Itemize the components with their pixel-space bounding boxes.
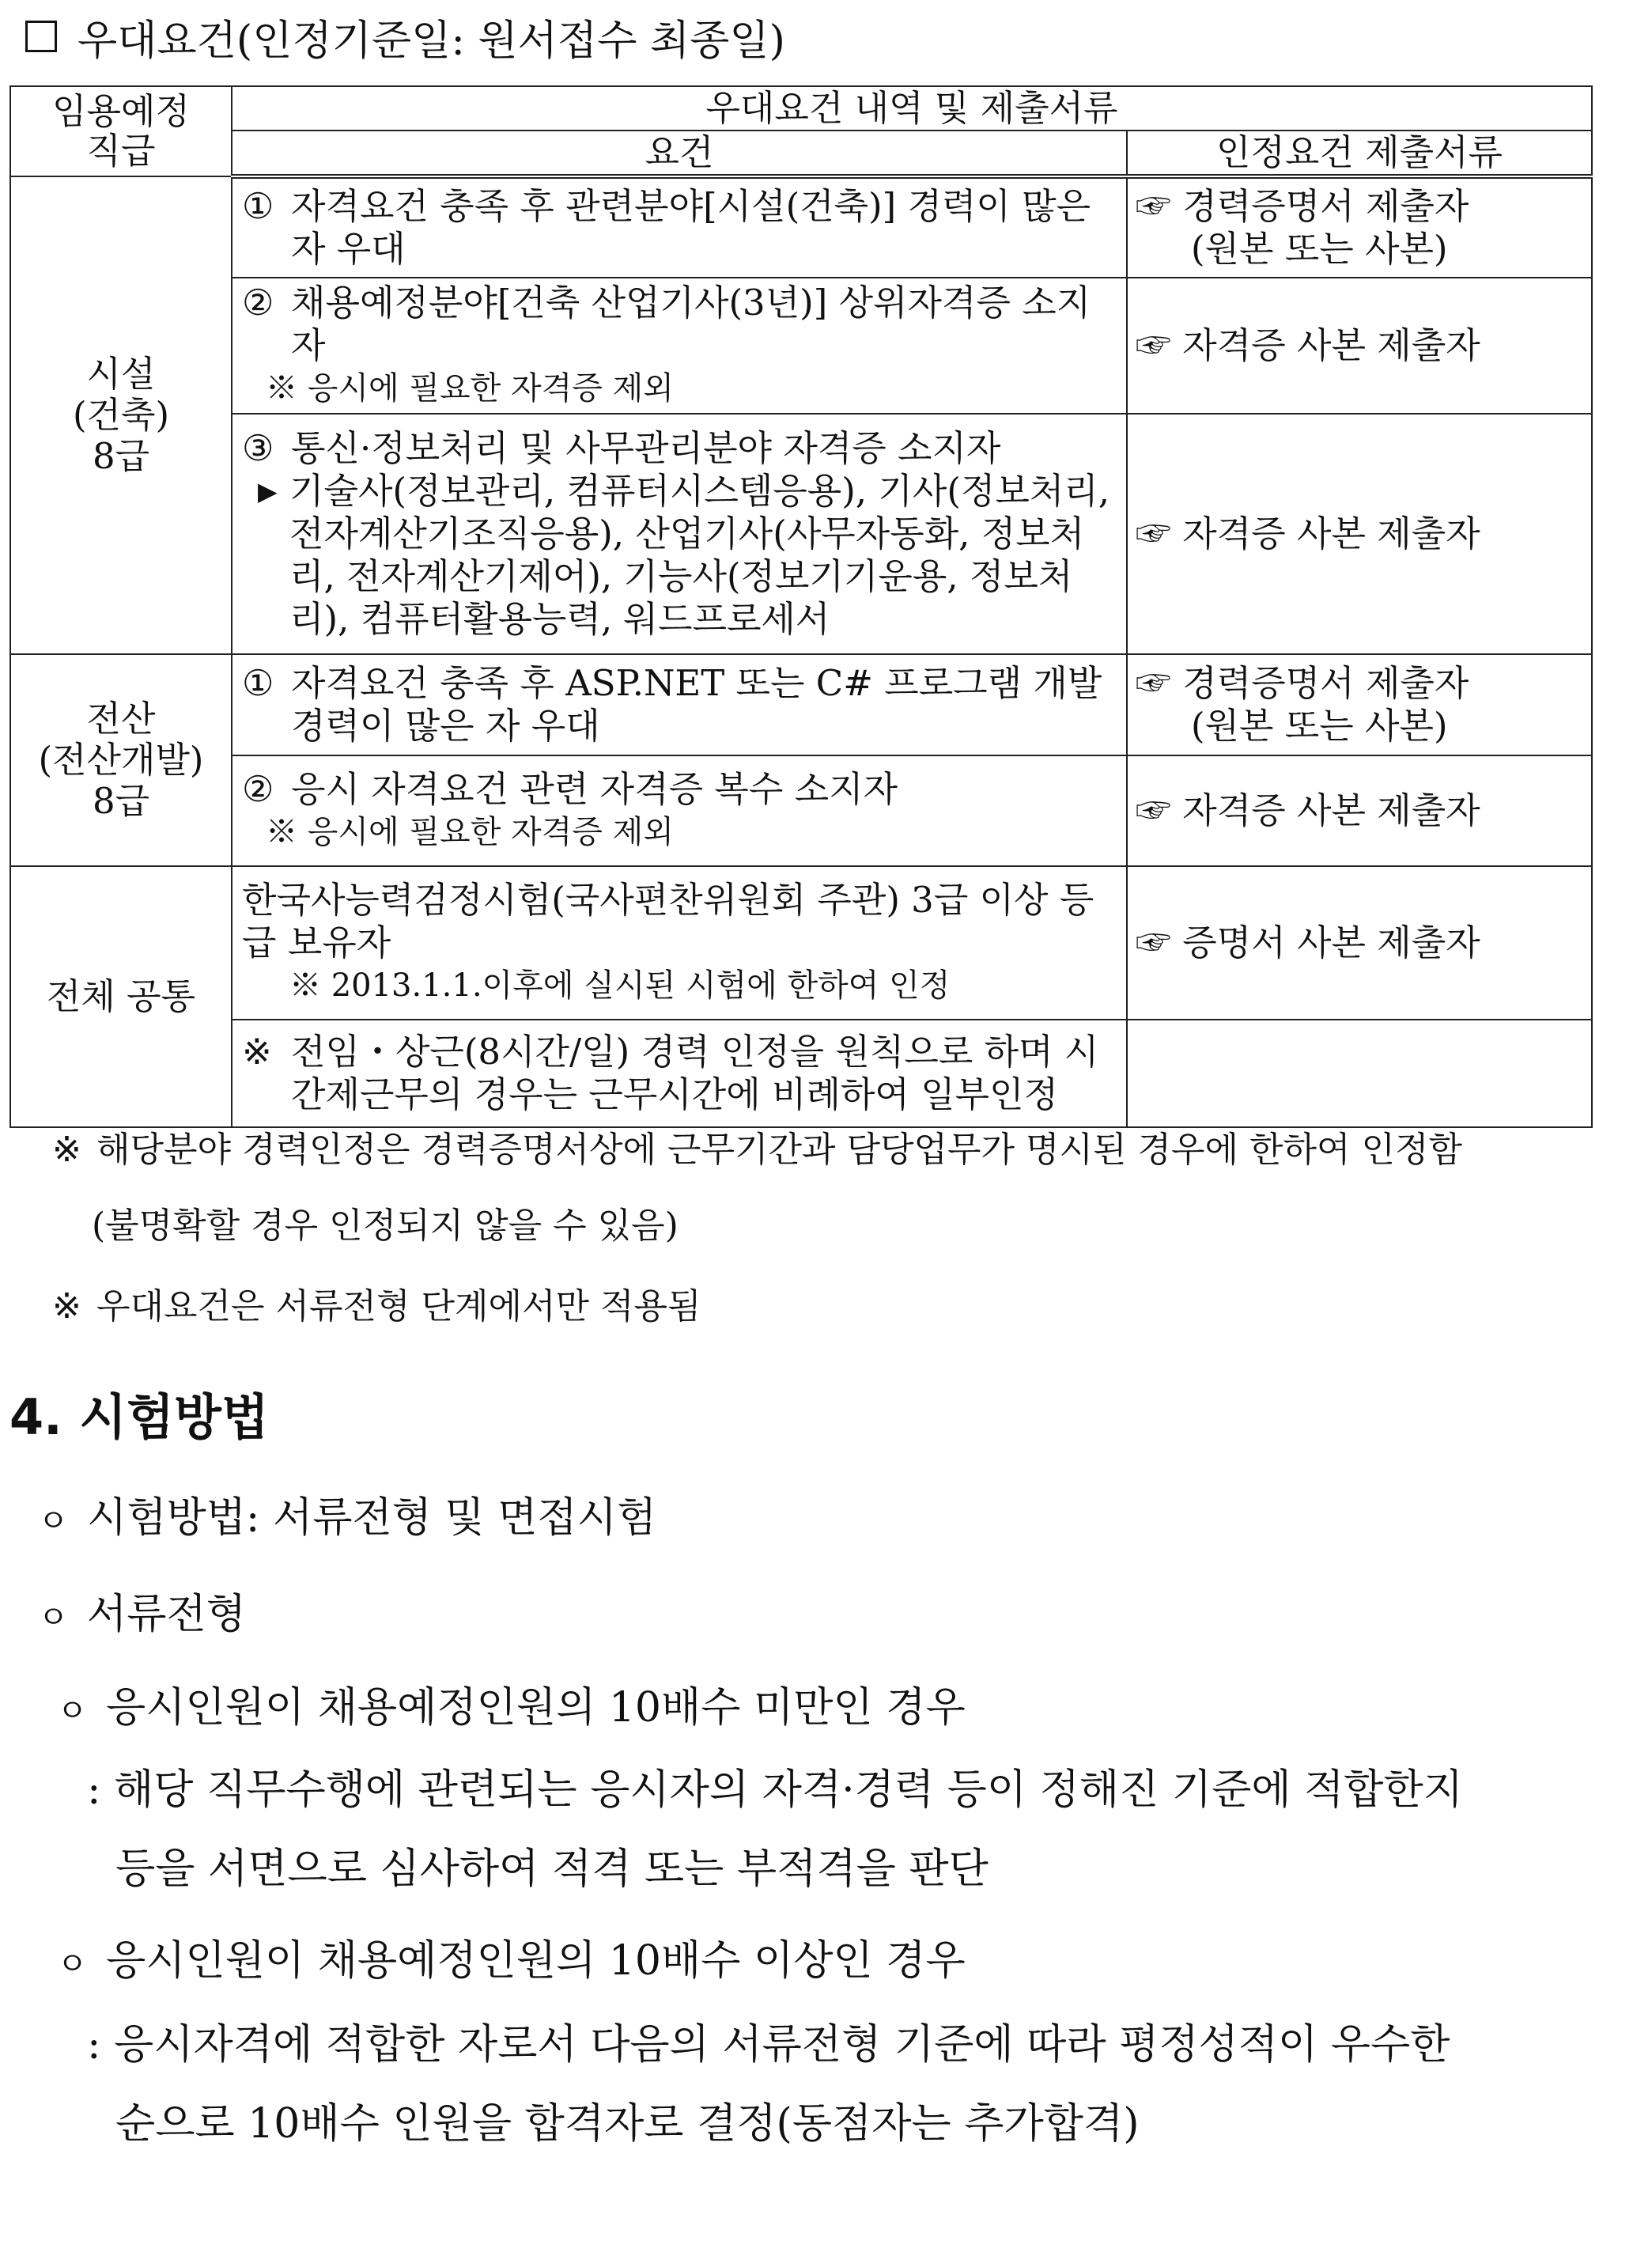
case-2-description-continued: 순으로 10배수 인원을 합격자로 결정(동점자는 추가합격) [115,2100,1140,2148]
grade-computing: 전산 (전산개발) 8급 [10,654,232,866]
requirement-cell: 한국사능력검정시험(국사편찬위원회 주관) 3급 이상 등급 보유자 ※ 2013.1.1.이후에 실시된 시험에 한하여 인정 [232,866,1127,1020]
case-1-description: : 해당 직무수행에 관련되는 응시자의 자격·경력 등이 정해진 기준에 적합한지 [87,1766,1464,1814]
circle-bullet-icon: ㅇ [38,1503,69,1539]
requirement-cell: ※ 전임・상근(8시간/일) 경력 인정을 원칙으로 하며 시간제근무의 경우는 근무시간에 비례하여 일부인정 [232,1020,1127,1127]
circle-bullet-icon: ㅇ [57,1946,88,1982]
header-requirement: 요건 [232,131,1127,176]
document-cell: ☞ 증명서 사본 제출자 [1127,866,1592,1020]
document-cell [1127,1020,1592,1127]
footnote-1: ※ 해당분야 경력인정은 경력증명서상에 근무기간과 담당업무가 명시된 경우에 한하여 인정함 [52,1130,1463,1170]
grade-facility: 시설 (건축) 8급 [10,176,232,654]
table-row [10,414,1592,654]
document-cell: ☞ 자격증 사본 제출자 [1127,414,1592,654]
header-grade: 임용예정 직급 [10,86,232,176]
triangle-bullet-icon: ▶ [258,476,278,506]
screening-item: ㅇ 서류전형 [38,1588,246,1644]
requirement-cell: ③ 통신·정보처리 및 사무관리분야 자격증 소지자 ▶ 기술사(정보관리, 컴퓨터시스템응용), 기사(정보처리, 전자계산기조직응용), 산업기사(사무자동화, 정보처리, 전자계산기제어), 기능사(정보기기운용, 정보처리), 컴퓨터활용능력, 워드프로세서 [232,414,1127,654]
table-row [10,1020,1592,1127]
preference-table [9,85,1593,1128]
table-row [10,278,1592,414]
table-header-row [10,86,1592,131]
table-row [10,866,1592,1020]
circle-bullet-icon: ㅇ [57,1693,88,1729]
header-group: 우대요건 내역 및 제출서류 [232,86,1592,131]
circle-bullet-icon: ㅇ [38,1599,69,1636]
document-cell: ☞ 자격증 사본 제출자 [1127,755,1592,866]
requirement-cell: ① 자격요건 충족 후 관련분야[시설(건축)] 경력이 많은 자 우대 [232,176,1127,278]
requirement-cell: ② 응시 자격요건 관련 자격증 복수 소지자 ※ 응시에 필요한 자격증 제외 [232,755,1127,866]
section-title-text: 우대요건(인정기준일: 원서접수 최종일) [77,17,785,65]
grade-common: 전체 공통 [10,866,232,1127]
footnote-1-continued: (불명확할 경우 인정되지 않을 수 있음) [92,1206,679,1246]
table-row [10,755,1592,866]
section-title [9,5,785,68]
case-2-description: : 응시자격에 적합한 자로서 다음의 서류전형 기준에 따라 평정성적이 우수한 [87,2021,1450,2069]
requirement-cell: ② 채용예정분야[건축 산업기사(3년)] 상위자격증 소지자 ※ 응시에 필요한 자격증 제외 [232,278,1127,414]
requirement-cell: ① 자격요건 충족 후 ASP.NET 또는 C# 프로그램 개발 경력이 많은 자 우대 [232,654,1127,755]
table-subheader-row [10,131,1592,176]
case-2-item: ㅇ 응시인원이 채용예정인원의 10배수 이상인 경우 [57,1935,966,1990]
footnote-2: ※ 우대요건은 서류전형 단계에서만 적용됨 [52,1286,701,1327]
document-cell: ☞ 경력증명서 제출자 (원본 또는 사본) [1127,176,1592,278]
checkbox-icon [25,21,57,52]
method-item: ㅇ 시험방법: 서류전형 및 면접시험 [38,1492,656,1547]
case-1-description-continued: 등을 서면으로 심사하여 적격 또는 부적격을 판단 [115,1845,989,1893]
case-1-item: ㅇ 응시인원이 채용예정인원의 10배수 미만인 경우 [57,1682,966,1737]
table-row [10,654,1592,755]
section-4-heading: 4. 시험방법 [9,1388,269,1446]
document-cell: ☞ 자격증 사본 제출자 [1127,278,1592,414]
header-documents: 인정요건 제출서류 [1127,131,1592,176]
table-row [10,176,1592,278]
document-cell: ☞ 경력증명서 제출자 (원본 또는 사본) [1127,654,1592,755]
